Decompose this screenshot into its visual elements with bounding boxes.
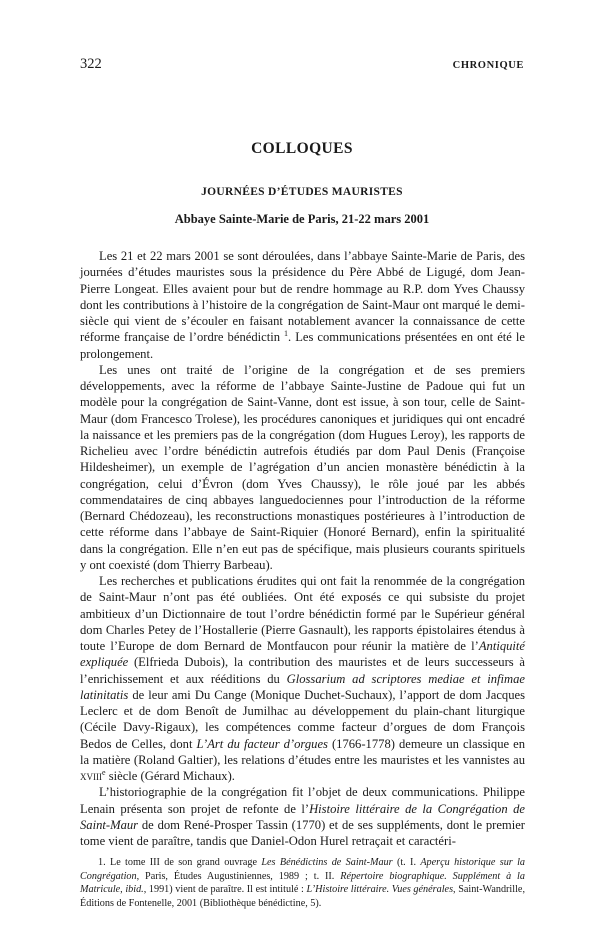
text-run: . Les communications présentées en ont été le prolongement. — [80, 330, 525, 361]
text-run: Les recherches et publications érudites qui ont fait la renommée de la congrégation de Saint-Maur n’ont pas été oubliées. Ont été exposés ce qui subsiste du projet ambitieux d’un Dictionnaire de tout l’ordre bénédictin formé par le Supérieur général dom Charles Petey de l’Hostallerie (Pierre Gasnault), les rapports épistolaires étendus à toute l’Europe de dom Bernard de Montfaucon pour réunir la matière de l’ — [80, 574, 525, 653]
text-run: Les unes ont traité de l’origine de la congrégation et de ses premiers développements, avec la réforme de l’abbaye Sainte-Justine de Padoue qui fut un modèle pour la congrégation de Saint-Vanne, dont est issue, à son tour, celle de Saint-Maur (dom Francesco Trolese), les procédures canoniques et juridiques qui ont encadré la naissance et les premiers pas de la congrégation (dom Hugues Leroy), les rapports de Richelieu avec l’ordre bénédictin autrefois étudiés par dom Paul Denis (Françoise Hildesheimer), un exemple de l’agrégation d’un ancien monastère bénédictin à la congrégation, celui d’Évron (dom Yves Chaussy), le rôle joué par les abbés commendataires de cinq abbayes languedociennes pour l’introduction de la réforme (Bernard Chédozeau), les reconstructions monastiques postérieures à l’introduction de cette réforme dans l’abbaye de Saint-Riquier (Honoré Bernard), enfin la spiritualité dans la congrégation. Elle n’en eut pas de spécifique, mais plusieurs courants spirituels y ont coexisté (dom Thierry Barbeau). — [80, 362, 525, 572]
text-run: siècle (Gérard Michaux). — [105, 769, 235, 783]
page-number: 322 — [80, 56, 102, 72]
text-run: Les 21 et 22 mars 2001 se sont déroulées, dans l’abbaye Sainte-Marie de Paris, des journées d’études mauristes sous la présidence du Père Abbé de Ligugé, dom Jean-Pierre Longeat. Elles avaient pour but de rendre hommage au R.P. dom Yves Chaussy dont les contributions à l’histoire de la congrégation de Saint-Maur ont marqué le demi-siècle qui vient de s’écouler en faisant notablement avancer la connaissance de cette réforme française de l’ordre bénédictin — [80, 249, 525, 345]
page-header — [80, 56, 524, 73]
footnote — [80, 856, 525, 911]
paragraph — [80, 784, 525, 849]
text-run: , 1991) vient de paraître. Il est intitulé : — [143, 884, 307, 896]
text-run: L’historiographie de la congrégation fit l’objet de deux communications. Philippe Lenain présenta son projet de refonte de l’ — [80, 785, 525, 816]
italic-title: Aperçu historique sur la Congrégation — [80, 857, 526, 882]
italic-title: Antiquité expliquée — [80, 639, 525, 670]
text-run: de dom René-Prosper Tassin (1770) et de ses suppléments, dont le premier tome vient de paraître, tandis que Daniel-Odon Hurel retraçait et caractéri- — [80, 817, 525, 848]
venue-and-date: Abbaye Sainte-Marie de Paris, 21-22 mars 2001 — [174, 212, 430, 226]
text-run: , Paris, Études Augustiniennes, 1989 ; t. II. — [136, 870, 341, 882]
italic-title: L’Histoire littéraire. Vues générales — [306, 884, 454, 896]
small-caps-text: xviii — [80, 769, 102, 783]
text-run: 1. Le tome III de son grand ouvrage — [98, 857, 262, 868]
italic-title: Glossarium ad scriptores mediae et infimae latinitatis — [80, 671, 525, 702]
section-title: COLLOQUES — [251, 140, 353, 157]
body-text — [80, 248, 525, 849]
running-head: CHRONIQUE — [452, 60, 524, 71]
italic-title: Répertoire biographique. Supplément à la Matricule, ibid. — [80, 870, 525, 896]
italic-title: Les Bénédictins de Saint-Maur — [261, 857, 393, 868]
text-run: de leur ami Du Cange (Monique Duchet-Suchaux), l’apport de dom Jacques Leclerc et de dom Benoît de Jumilhac au développement du plain-chant liturgique (Cécile Davy-Rigaux), les compétences comme facteur d’orgues de dom François Bedos de Celles, dont — [80, 687, 525, 751]
article-subtitle: JOURNÉES D’ÉTUDES MAURISTES — [201, 186, 403, 198]
paragraph — [80, 248, 525, 362]
text-run: , Saint-Wandrille, Éditions de Fontenelle, 2001 (Bibliothèque bénédictine, 5). — [80, 884, 525, 910]
italic-title: L’Art du facteur d’orgues — [196, 736, 328, 751]
superscript: e — [102, 767, 106, 777]
text-run: (Elfrieda Dubois), la contribution des mauristes et de leurs successeurs à l’enrichissement et aux rééditions du — [80, 655, 525, 686]
paragraph — [80, 573, 525, 784]
superscript: 1 — [284, 329, 289, 339]
text-run: (t. I. — [392, 857, 421, 868]
paragraph — [80, 362, 525, 573]
italic-title: Histoire littéraire de la Congrégation de Saint-Maur — [80, 801, 525, 832]
text-run: (1766-1778) demeure un classique en la matière (Roland Galtier), les relations d’études entre les mauristes et les vannistes au — [80, 736, 526, 767]
